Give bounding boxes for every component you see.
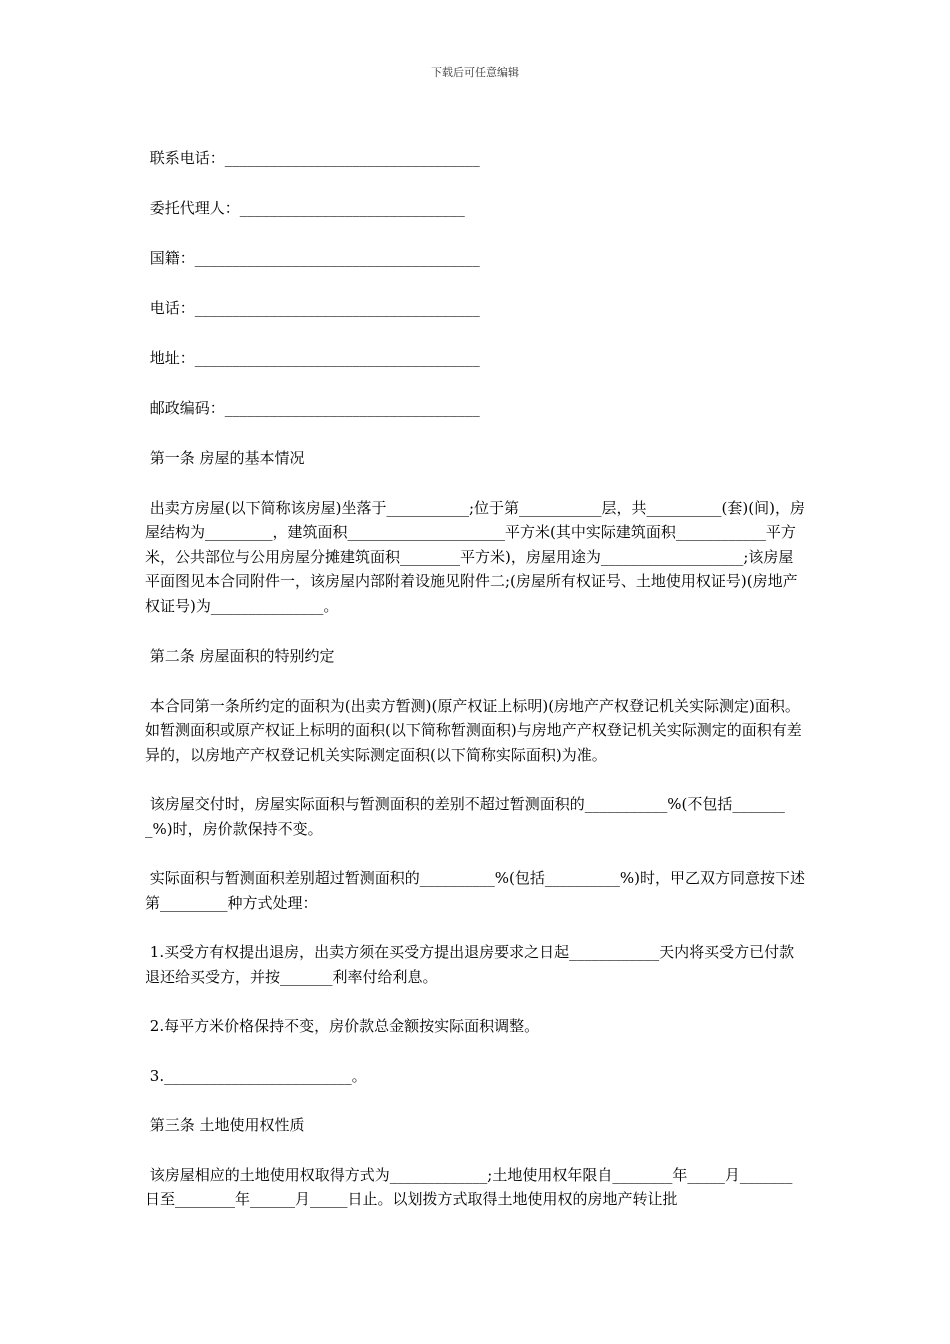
section-2-paragraph-2: 该房屋交付时，房屋实际面积与暂测面积的差别不超过暂测面积的___________%(不包括________%)时，房价款保持不变。 [145, 795, 785, 838]
postal-code-field: 邮政编码：__________________________________ [145, 399, 480, 417]
section-2-paragraph-3: 实际面积与暂测面积差别超过暂测面积的__________%(包括__________%)时，甲乙双方同意按下述第_________种方式处理： [145, 869, 805, 912]
section-2-paragraph-4: 1.买受方有权提出退房，出卖方须在买受方提出退房要求之日起____________天内将买受方已付款退还给买受方，并按_______利率付给利息。 [145, 943, 795, 986]
section-1-title: 第一条 房屋的基本情况 [145, 449, 305, 467]
contact-phone-field: 联系电话：__________________________________ [145, 149, 480, 167]
section-2-paragraph-1: 本合同第一条所约定的面积为(出卖方暂测)(原产权证上标明)(房地产产权登记机关实际测定)面积。如暂测面积或原产权证上标明的面积(以下简称暂测面积)与房地产产权登记机关实际测定的面积有差异的，以房地产产权登记机关实际测定面积(以下简称实际面积)为准。 [145, 696, 802, 764]
section-1-paragraph: 出卖方房屋(以下简称该房屋)坐落于___________;位于第___________层，共__________(套)(间)，房屋结构为_________，建筑面积_____________________平方米(其中实际建筑面积____________平方米，公共部位与公用房屋分摊建筑面积________平方米)，房屋用途为___________________;该房屋平面图见本合同附件一，该房屋内部附着设施见附件二;(房屋所有权证号、土地使用权证号)(房地产权证号)为_______________。 [145, 498, 805, 615]
address-field: 地址：______________________________________ [145, 349, 480, 367]
nationality-field: 国籍：______________________________________ [145, 249, 480, 267]
section-2-title: 第二条 房屋面积的特别约定 [145, 647, 335, 665]
section-2-paragraph-5: 2.每平方米价格保持不变，房价款总金额按实际面积调整。 [145, 1017, 540, 1035]
phone-field: 电话：______________________________________ [145, 299, 480, 317]
agent-field: 委托代理人：______________________________ [145, 199, 465, 217]
document-body [145, 146, 807, 1212]
section-3-title: 第三条 土地使用权性质 [145, 1116, 305, 1134]
header-note: 下载后可任意编辑 [431, 66, 519, 79]
section-2-paragraph-6: 3._________________________。 [145, 1066, 367, 1085]
section-3-paragraph: 该房屋相应的土地使用权取得方式为_____________;土地使用权年限自________年_____月_______日至________年______月_____日止。以划拨方式取得土地使用权的房地产转让批 [145, 1165, 793, 1208]
